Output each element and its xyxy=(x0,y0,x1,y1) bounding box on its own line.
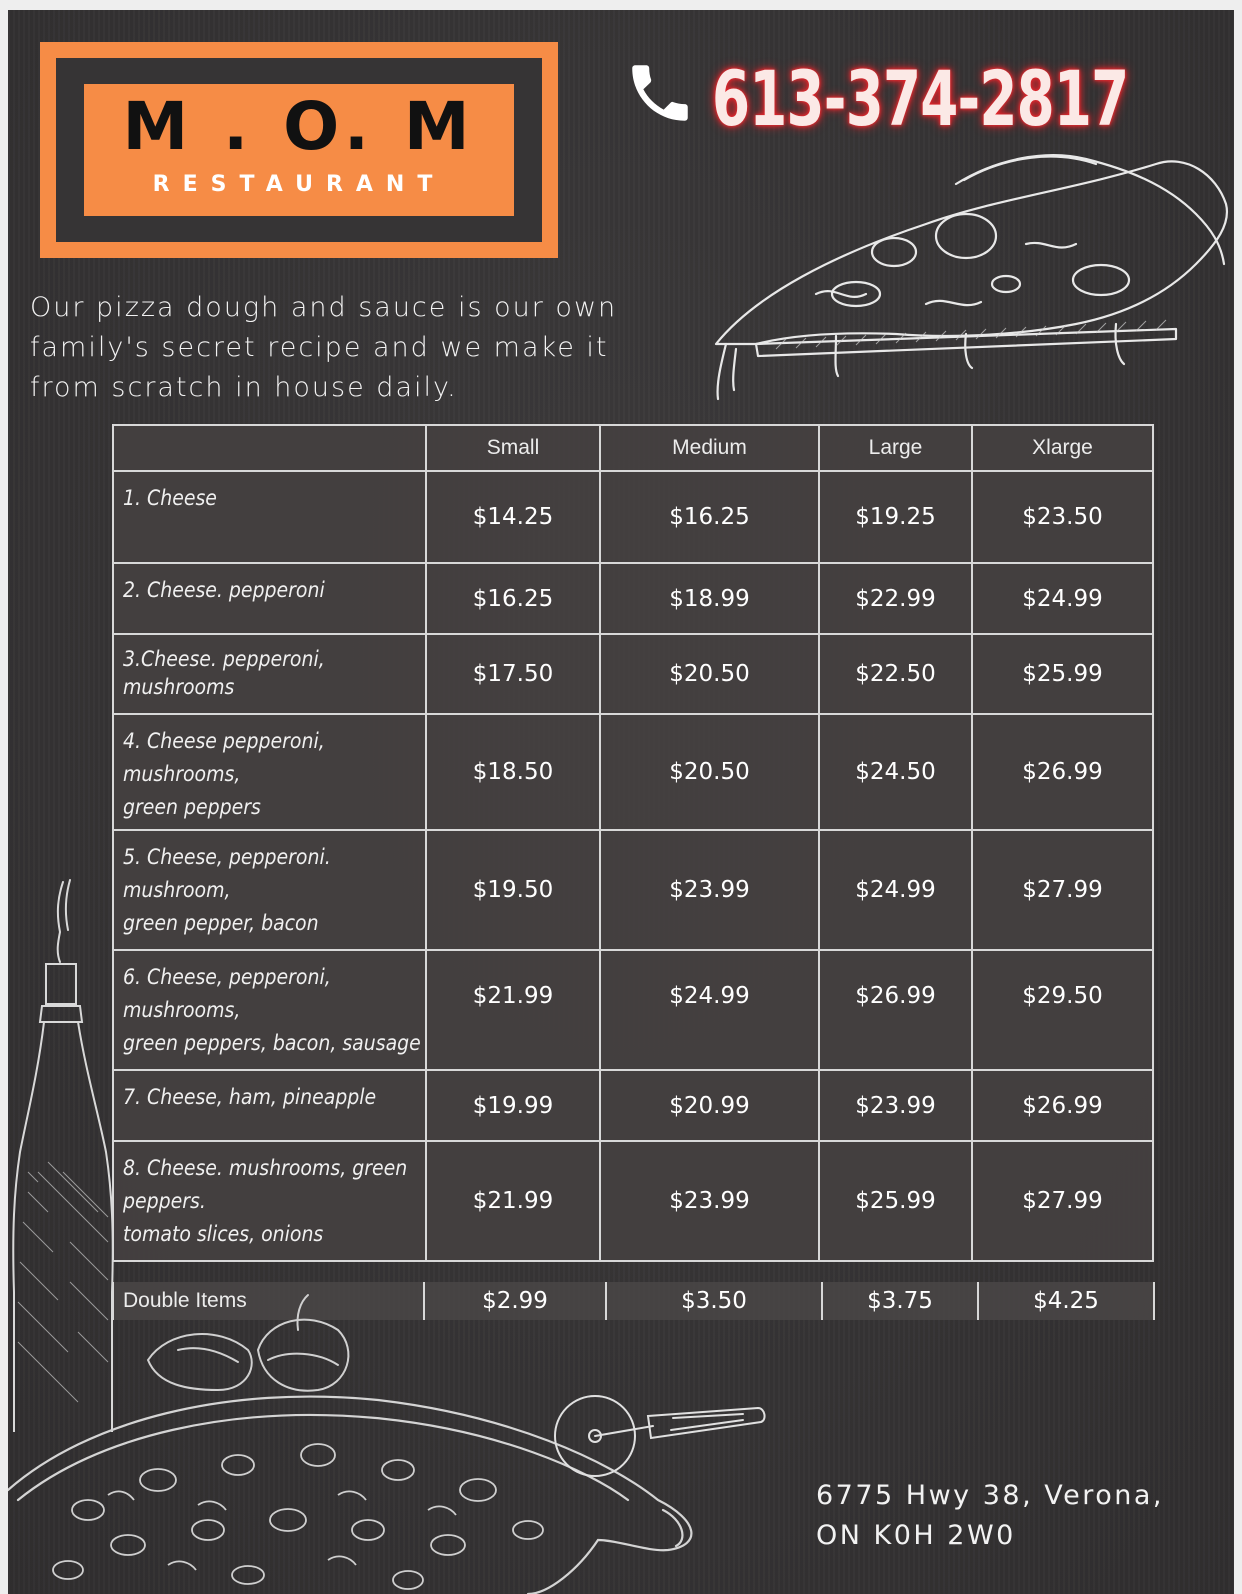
table-row xyxy=(113,950,1153,1070)
price-medium: $23.99 xyxy=(600,830,819,950)
table-row xyxy=(113,1070,1153,1141)
price-small: $21.99 xyxy=(426,950,600,1070)
header-item xyxy=(113,425,426,471)
double-price-large: $3.75 xyxy=(822,1282,978,1320)
item-name: 5. Cheese, pepperoni. mushroom, green pepper, bacon xyxy=(113,830,426,950)
header-medium: Medium xyxy=(600,425,819,471)
double-price-medium: $3.50 xyxy=(606,1282,822,1320)
menu-page xyxy=(8,10,1234,1594)
price-large: $19.25 xyxy=(819,471,972,563)
table-row xyxy=(113,830,1153,950)
pizza-slice-sketch xyxy=(696,144,1234,414)
double-items-label: Double Items xyxy=(113,1282,424,1320)
address-line-2: ON K0H 2W0 xyxy=(816,1520,1016,1551)
double-price-small: $2.99 xyxy=(424,1282,606,1320)
price-xlarge: $23.50 xyxy=(972,471,1153,563)
price-large: $24.50 xyxy=(819,714,972,830)
address xyxy=(816,1476,1164,1556)
table-header-row xyxy=(113,425,1153,471)
price-small: $18.50 xyxy=(426,714,600,830)
price-xlarge: $26.99 xyxy=(972,1070,1153,1141)
price-medium: $16.25 xyxy=(600,471,819,563)
price-xlarge: $26.99 xyxy=(972,714,1153,830)
pizza-price-table xyxy=(112,424,1154,1262)
item-name: 1. Cheese xyxy=(113,471,426,563)
price-small: $19.99 xyxy=(426,1070,600,1141)
price-large: $22.50 xyxy=(819,634,972,714)
price-xlarge: $29.50 xyxy=(972,950,1153,1070)
address-line-1: 6775 Hwy 38, Verona, xyxy=(816,1480,1165,1511)
header-small: Small xyxy=(426,425,600,471)
table-row xyxy=(113,471,1153,563)
item-name: 3.Cheese. pepperoni, mushrooms xyxy=(113,634,426,714)
table-row xyxy=(113,1141,1153,1261)
price-small: $21.99 xyxy=(426,1141,600,1261)
phone-icon xyxy=(623,56,697,130)
price-large: $26.99 xyxy=(819,950,972,1070)
header-large: Large xyxy=(819,425,972,471)
item-name: 8. Cheese. mushrooms, green peppers. tomato slices, onions xyxy=(113,1141,426,1261)
price-large: $25.99 xyxy=(819,1141,972,1261)
price-xlarge: $27.99 xyxy=(972,830,1153,950)
price-xlarge: $24.99 xyxy=(972,563,1153,634)
table-row xyxy=(113,563,1153,634)
double-price-xlarge: $4.25 xyxy=(978,1282,1154,1320)
phone-number: 613-374-2817 xyxy=(712,54,1129,143)
price-medium: $20.50 xyxy=(600,714,819,830)
price-small: $16.25 xyxy=(426,563,600,634)
price-medium: $20.99 xyxy=(600,1070,819,1141)
price-large: $22.99 xyxy=(819,563,972,634)
price-small: $19.50 xyxy=(426,830,600,950)
table-row xyxy=(113,634,1153,714)
oil-bottle-sketch xyxy=(8,872,128,1432)
header-xlarge: Xlarge xyxy=(972,425,1153,471)
price-xlarge: $27.99 xyxy=(972,1141,1153,1261)
tagline: Our pizza dough and sauce is our own family's secret recipe and we make it from scratch in house daily. xyxy=(30,292,618,403)
price-xlarge: $25.99 xyxy=(972,634,1153,714)
restaurant-logo xyxy=(40,42,558,258)
price-small: $14.25 xyxy=(426,471,600,563)
item-name: 2. Cheese. pepperoni xyxy=(113,563,426,634)
logo-subtitle: RESTAURANT xyxy=(152,172,446,197)
logo-title: M . O. M xyxy=(122,88,476,165)
table-row xyxy=(113,714,1153,830)
price-medium: $20.50 xyxy=(600,634,819,714)
item-name: 4. Cheese pepperoni, mushrooms, green peppers xyxy=(113,714,426,830)
pizza-cutter-sketch xyxy=(553,1386,768,1486)
price-medium: $23.99 xyxy=(600,1141,819,1261)
item-name: 7. Cheese, ham, pineapple xyxy=(113,1070,426,1141)
item-name: 6. Cheese, pepperoni, mushrooms, green peppers, bacon, sausage xyxy=(113,950,426,1070)
price-medium: $18.99 xyxy=(600,563,819,634)
price-small: $17.50 xyxy=(426,634,600,714)
price-large: $23.99 xyxy=(819,1070,972,1141)
price-large: $24.99 xyxy=(819,830,972,950)
price-medium: $24.99 xyxy=(600,950,819,1070)
